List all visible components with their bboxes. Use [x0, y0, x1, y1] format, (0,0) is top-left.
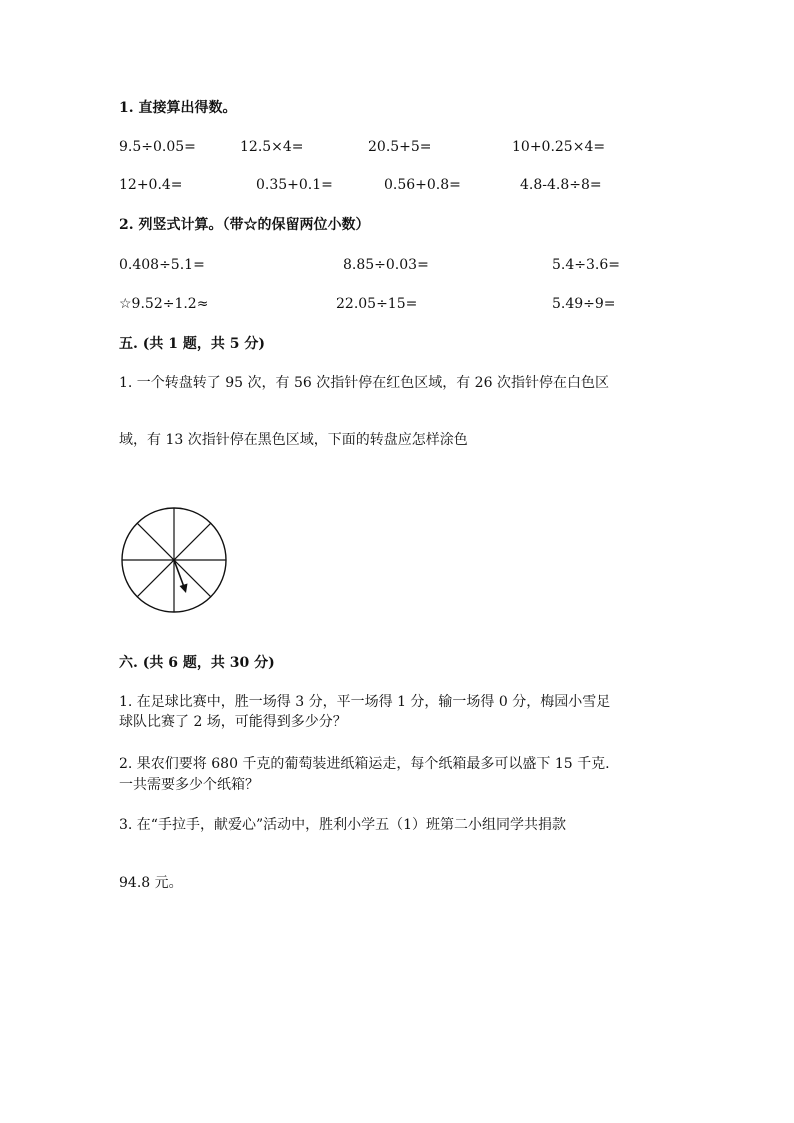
q1-item: 4.8-4.8÷8=: [520, 177, 602, 193]
section-6-title: 六. (共 6 题，共 30 分): [119, 655, 275, 671]
q1-row-1: [0, 137, 794, 157]
q2-item: ☆9.52÷1.2≈: [119, 296, 209, 312]
q2-vertical-calc-title: 2. 列竖式计算。（带☆的保留两位小数）: [119, 217, 370, 233]
s6-q3-text-line-1: 3. 在“手拉手，献爱心”活动中，胜利小学五（1）班第二小组同学共捐款: [119, 817, 567, 833]
q1-item: 10+0.25×4=: [512, 139, 606, 155]
section-5-title: 五. (共 1 题，共 5 分): [119, 336, 265, 352]
q1-item: 0.56+0.8=: [384, 177, 461, 193]
q2-item: 5.4÷3.6=: [552, 257, 620, 273]
q1-item: 0.35+0.1=: [256, 177, 333, 193]
q1-direct-calc-title: 1. 直接算出得数。: [119, 100, 237, 116]
q2-row-1: [0, 255, 794, 275]
s5-q1-text-line-1: 1. 一个转盘转了 95 次，有 56 次指针停在红色区域，有 26 次指针停在白色区: [119, 375, 609, 391]
q2-row-2: [0, 294, 794, 314]
s6-q2-text-line-1: 2. 果农们要将 680 千克的葡萄装进纸箱运走，每个纸箱最多可以盛下 15 千克.: [119, 756, 610, 772]
q1-item: 9.5÷0.05=: [119, 139, 196, 155]
s6-q1-text-line-2: 球队比赛了 2 场，可能得到多少分？: [119, 714, 347, 730]
spinner-pointer-arrow: [174, 560, 188, 593]
q1-item: 20.5+5=: [368, 139, 432, 155]
spinner-wheel: [121, 507, 231, 617]
q2-item: 5.49÷9=: [552, 296, 616, 312]
s6-q2-text-line-2: 一共需要多少个纸箱？: [119, 777, 259, 793]
s6-q1-text-line-1: 1. 在足球比赛中，胜一场得 3 分，平一场得 1 分，输一场得 0 分，梅园小雪足: [119, 694, 611, 710]
q2-item: 8.85÷0.03=: [343, 257, 429, 273]
q2-item: 22.05÷15=: [336, 296, 418, 312]
q1-row-2: [0, 175, 794, 195]
q1-item: 12.5×4=: [240, 139, 304, 155]
s6-q3-text-line-2: 94.8 元。: [119, 875, 183, 891]
s5-q1-text-line-2: 域，有 13 次指针停在黑色区域，下面的转盘应怎样涂色: [119, 432, 468, 448]
q1-item: 12+0.4=: [119, 177, 183, 193]
q2-item: 0.408÷5.1=: [119, 257, 205, 273]
